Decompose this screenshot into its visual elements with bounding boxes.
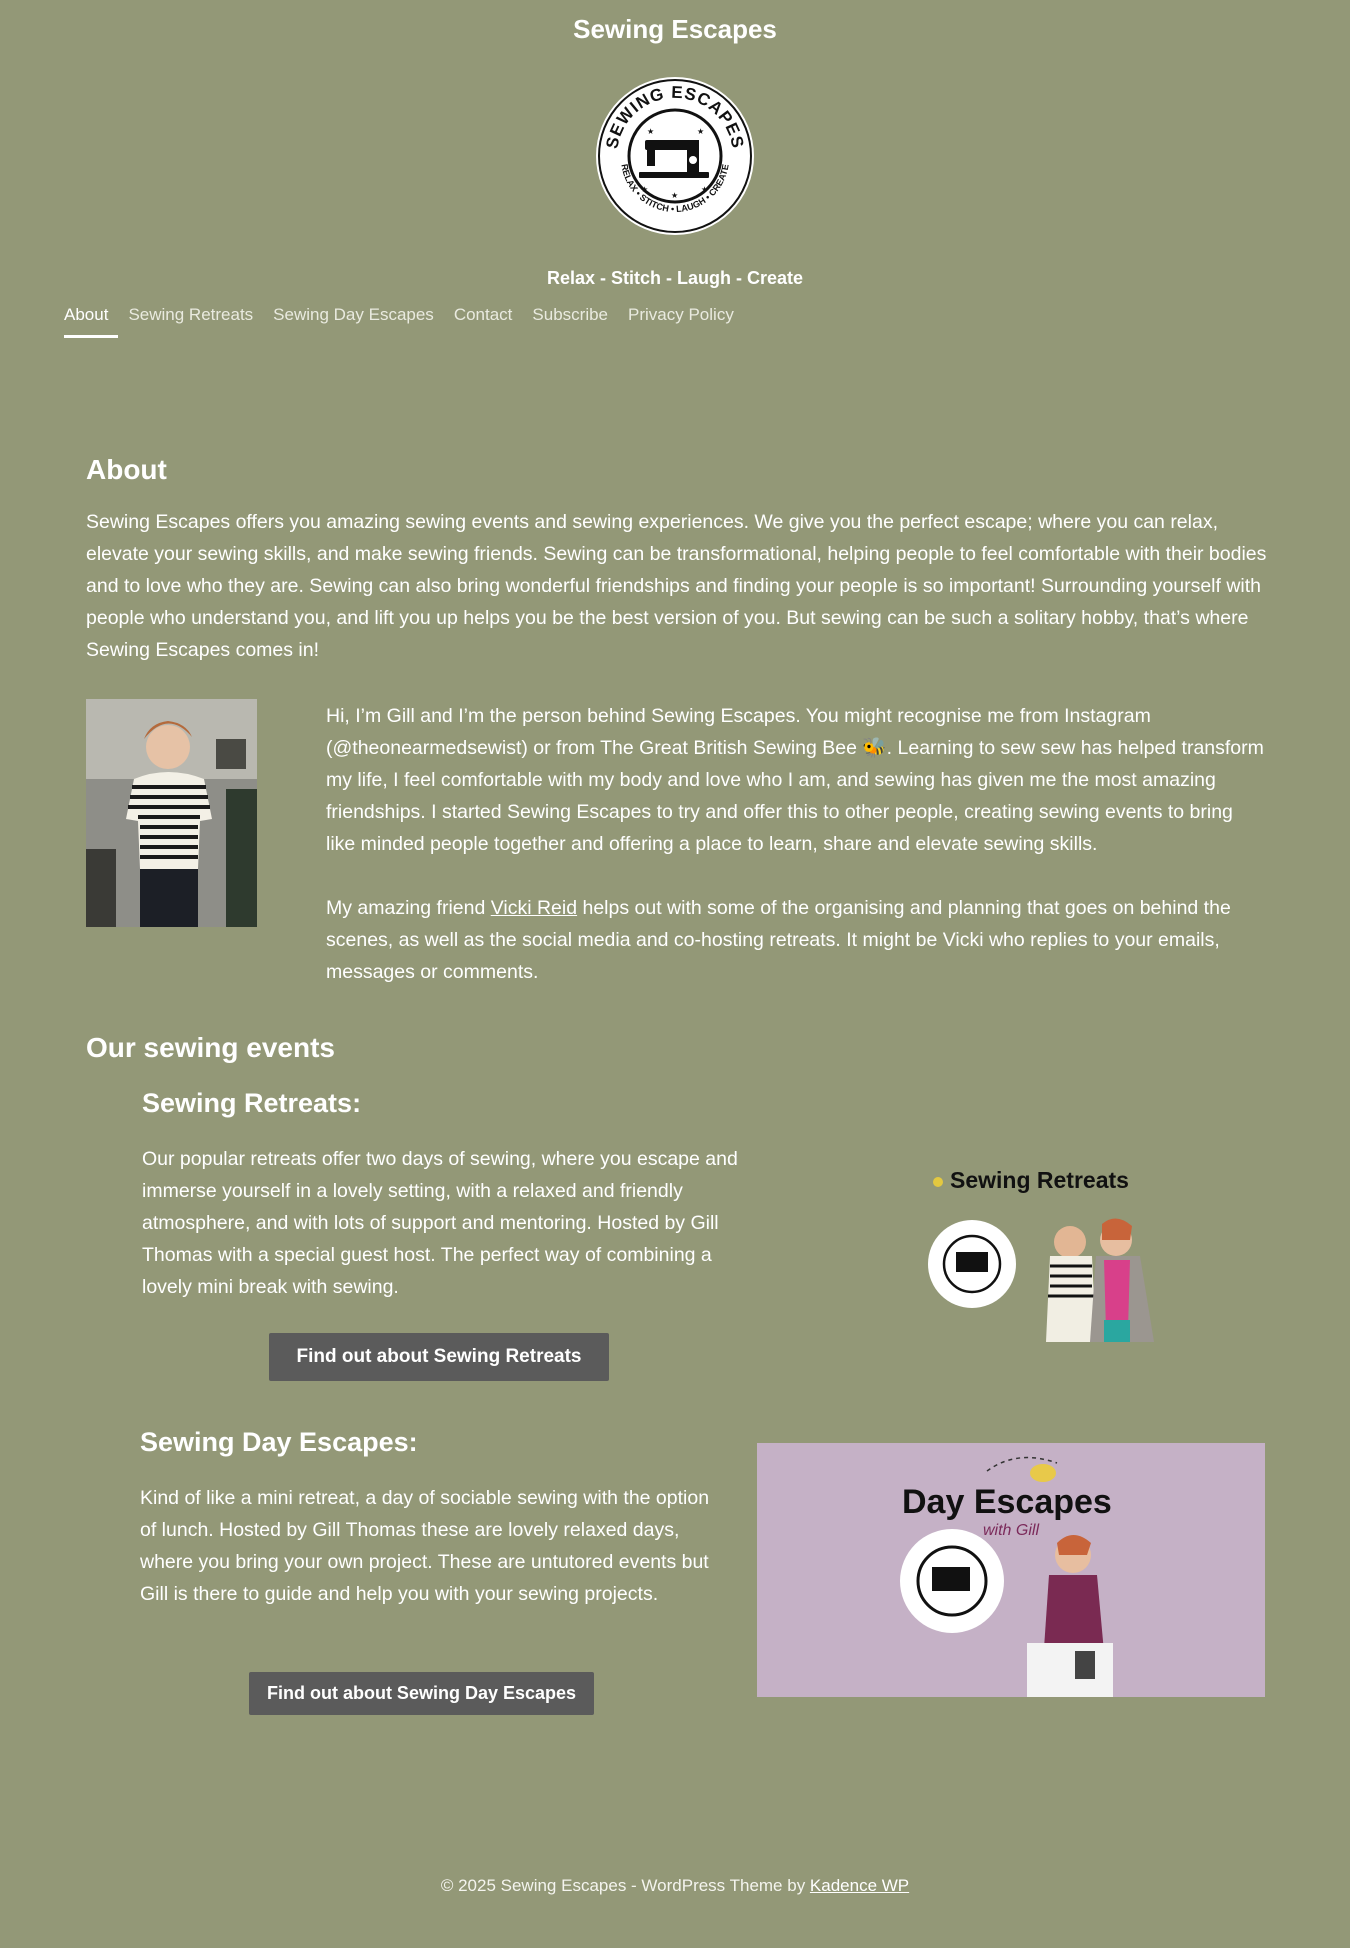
kadence-wp-link[interactable]: Kadence WP bbox=[809, 1876, 910, 1895]
svg-text:★: ★ bbox=[671, 191, 679, 200]
vicki-reid-link[interactable]: Vicki Reid bbox=[490, 897, 578, 919]
sewing-day-escapes-text: Kind of like a mini retreat, a day of sociable sewing with the option of lunch. Hosted by Gill Thomas these are lovely relaxed days, where you bring your own project. These are untutored events but Gill is there to guide and help you with your sewing projects. bbox=[140, 1487, 710, 1605]
nav-item-sewing-day-escapes[interactable]: Sewing Day Escapes bbox=[273, 305, 434, 324]
svg-text:Day Escapes: Day Escapes bbox=[902, 1483, 1112, 1521]
svg-text:★: ★ bbox=[641, 185, 649, 194]
sewing-day-escapes-button[interactable]: Find out about Sewing Day Escapes bbox=[249, 1672, 594, 1715]
nav-item-sewing-retreats[interactable]: Sewing Retreats bbox=[128, 305, 254, 324]
bee-icon bbox=[1030, 1464, 1056, 1482]
svg-text:★: ★ bbox=[697, 127, 705, 136]
site-title[interactable]: Sewing Escapes bbox=[573, 14, 777, 44]
primary-nav bbox=[64, 304, 744, 338]
svg-text:with Gill: with Gill bbox=[983, 1522, 1040, 1539]
sewing-day-escapes-heading: Sewing Day Escapes: bbox=[140, 1427, 418, 1457]
nav-item-about[interactable]: About bbox=[64, 304, 118, 338]
about-bio-paragraph-1: Hi, I’m Gill and I’m the person behind Sewing Escapes. You might recognise me from Instagram (@theonearmedsewist) or from The Great British Sewing Bee 🐝. Learning to sew sew has helped transform my life, I feel comfortable with my body and love who I am, and sewing has given me the most amazing friendships. I started Sewing Escapes to try and offer this to other people, creating sewing events to bring like minded people together and offering a place to learn, share and elevate sewing skills. bbox=[326, 705, 1264, 855]
sewing-retreats-heading: Sewing Retreats: bbox=[142, 1088, 362, 1118]
footer-copyright: © 2025 Sewing Escapes - WordPress Theme by bbox=[440, 1876, 810, 1895]
sewing-retreats-button[interactable]: Find out about Sewing Retreats bbox=[269, 1333, 609, 1381]
bee-icon bbox=[933, 1177, 943, 1187]
site-tagline: Relax - Stitch - Laugh - Create bbox=[546, 268, 804, 288]
about-heading: About bbox=[86, 454, 167, 485]
svg-text:★: ★ bbox=[701, 185, 709, 194]
sewing-retreats-image[interactable] bbox=[920, 1160, 1166, 1342]
svg-text:Sewing Retreats: Sewing Retreats bbox=[950, 1167, 1129, 1193]
site-footer bbox=[0, 1876, 1350, 1896]
events-heading: Our sewing events bbox=[86, 1032, 335, 1063]
nav-item-privacy-policy[interactable]: Privacy Policy bbox=[628, 305, 734, 324]
bio2-text-after: helps out with some of the organising and planning that goes on behind the scenes, as well as the social media and co-hosting retreats. It might be Vicki who replies to your emails, messages or comments. bbox=[326, 897, 1231, 983]
svg-text:RELAX • STITCH • LAUGH • CREAT: RELAX • STITCH • LAUGH • CREATE bbox=[619, 163, 731, 215]
nav-item-subscribe[interactable]: Subscribe bbox=[532, 305, 609, 324]
svg-text:SEWING ESCAPES: SEWING ESCAPES bbox=[602, 82, 748, 151]
sewing-day-escapes-image[interactable] bbox=[757, 1443, 1265, 1697]
about-bio-paragraph-2 bbox=[326, 892, 1266, 988]
bio2-text-before: My amazing friend bbox=[326, 897, 491, 919]
about-intro: Sewing Escapes offers you amazing sewing events and sewing experiences. We give you the perfect escape; where you can relax, elevate your sewing skills, and make sewing friends. Sewing can be transformational, helping people to feel comfortable with their bodies and to love who they are. Sewing can also bring wonderful friendships and finding your people is so important! Surrounding yourself with people who understand you, and lift you up helps you be the best version of you. But sewing can be such a solitary hobby, that’s where Sewing Escapes comes in! bbox=[86, 511, 1267, 661]
sewing-retreats-text: Our popular retreats offer two days of sewing, where you escape and immerse yourself in a lovely setting, with a relaxed and friendly atmosphere, and with lots of support and mentoring. Hosted by Gill Thomas with a special guest host. The perfect way of combining a lovely mini break with sewing. bbox=[142, 1148, 738, 1298]
site-logo[interactable] bbox=[595, 76, 755, 236]
nav-item-contact[interactable]: Contact bbox=[453, 305, 513, 324]
svg-text:★: ★ bbox=[647, 127, 655, 136]
gill-photo bbox=[86, 699, 257, 927]
